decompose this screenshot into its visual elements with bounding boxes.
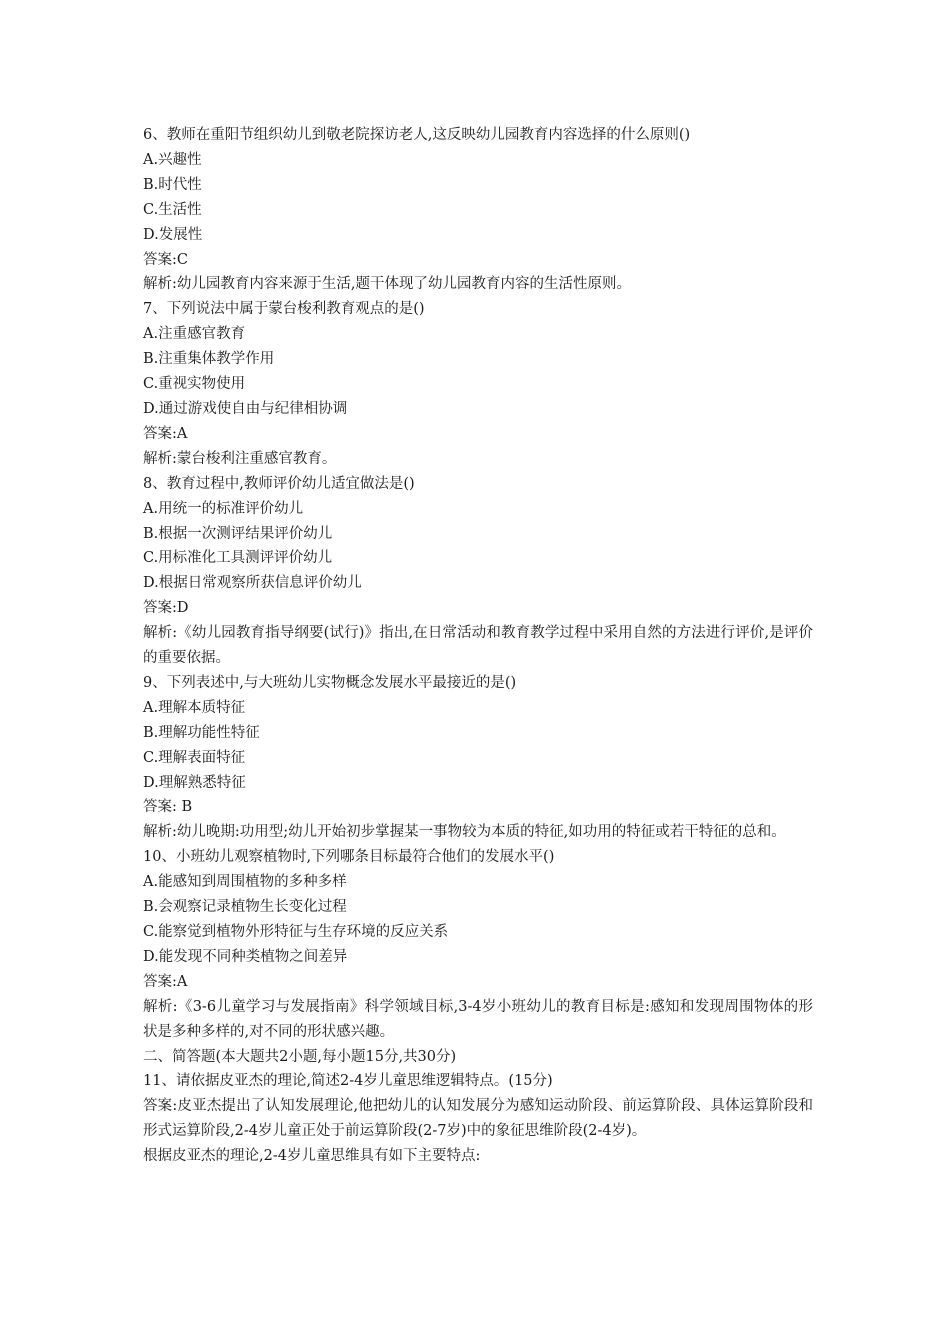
q7-option-c: C.重视实物使用	[143, 376, 246, 393]
q6-option-b: B.时代性	[143, 176, 202, 193]
question-7-stem: 7、下列说法中属于蒙台梭利教育观点的是()	[143, 301, 425, 318]
q7-option-b: B.注重集体教学作用	[143, 351, 275, 368]
q6-answer: 答案:C	[143, 251, 188, 268]
q8-option-b: B.根据一次测评结果评价幼儿	[143, 525, 333, 542]
q7-option-a: A.注重感官教育	[143, 326, 246, 343]
question-11-stem: 11、请依据皮亚杰的理论,简述2-4岁儿童思维逻辑特点。(15分)	[143, 1073, 553, 1090]
q8-analysis: 解析:《幼儿园教育指导纲要(试行)》指出,在日常活动和教育教学过程中采用自然的方法进行评价,是评价的重要依据。	[143, 625, 813, 667]
q9-option-a: A.理解本质特征	[143, 699, 246, 716]
q8-option-d: D.根据日常观察所获信息评价幼儿	[143, 575, 362, 592]
q6-analysis: 解析:幼儿园教育内容来源于生活,题干体现了幼儿园教育内容的生活性原则。	[143, 276, 631, 293]
q7-option-d: D.通过游戏使自由与纪律相协调	[143, 400, 348, 417]
q10-option-d: D.能发现不同种类植物之间差异	[143, 948, 348, 965]
question-8-stem: 8、教育过程中,教师评价幼儿适宜做法是()	[143, 475, 415, 492]
q8-option-c: C.用标准化工具测评评价幼儿	[143, 550, 333, 567]
question-6-stem: 6、教师在重阳节组织幼儿到敬老院探访老人,这反映幼儿园教育内容选择的什么原则()	[143, 127, 691, 143]
q11-features-intro: 根据皮亚杰的理论,2-4岁儿童思维具有如下主要特点:	[143, 1148, 481, 1165]
q9-option-c: C.理解表面特征	[143, 749, 246, 766]
document-page	[143, 123, 813, 1169]
q10-option-b: B.会观察记录植物生长变化过程	[143, 899, 347, 916]
q7-answer: 答案:A	[143, 425, 188, 442]
q8-answer: 答案:D	[143, 600, 189, 617]
q9-option-b: B.理解功能性特征	[143, 724, 260, 741]
q6-option-a: A.兴趣性	[143, 151, 202, 168]
q11-answer: 答案:皮亚杰提出了认知发展理论,他把幼儿的认知发展分为感知运动阶段、前运算阶段、具体运算阶段和形式运算阶段,2-4岁儿童正处于前运算阶段(2-7岁)中的象征思维阶段(2-4岁)。	[143, 1098, 813, 1140]
q6-option-c: C.生活性	[143, 201, 202, 218]
q10-option-a: A.能感知到周围植物的多种多样	[143, 874, 347, 891]
q7-analysis: 解析:蒙台梭利注重感官教育。	[143, 450, 337, 467]
q10-answer: 答案:A	[143, 973, 188, 990]
q8-option-a: A.用统一的标准评价幼儿	[143, 500, 304, 517]
q10-analysis: 解析:《3-6儿童学习与发展指南》科学领域目标,3-4岁小班幼儿的教育目标是:感知和发现周围物体的形状是多种多样的,对不同的形状感兴趣。	[143, 998, 813, 1040]
q9-option-d: D.理解熟悉特征	[143, 774, 246, 791]
section-heading-short-answer: 二、简答题(本大题共2小题,每小题15分,共30分)	[143, 1048, 457, 1065]
q6-option-d: D.发展性	[143, 226, 203, 243]
question-10-stem: 10、小班幼儿观察植物时,下列哪条目标最符合他们的发展水平()	[143, 849, 555, 866]
q9-analysis: 解析:幼儿晚期:功用型;幼儿开始初步掌握某一事物较为本质的特征,如功用的特征或若干特征的总和。	[143, 824, 786, 841]
question-9-stem: 9、下列表述中,与大班幼儿实物概念发展水平最接近的是()	[143, 674, 517, 691]
q10-option-c: C.能察觉到植物外形特征与生存环境的反应关系	[143, 924, 449, 940]
q9-answer: 答案: B	[143, 799, 193, 816]
